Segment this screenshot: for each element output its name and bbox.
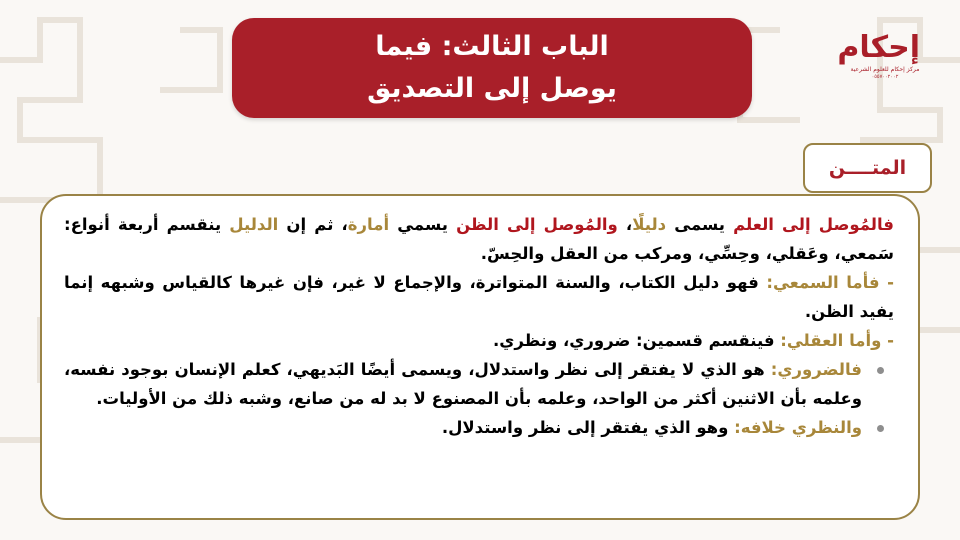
bullet-icon [877,367,884,374]
bullet-nazari [64,413,894,442]
term-samii: فأما السمعي: [766,273,880,292]
logo-number: ٠٥٥٧٠٠٢٠٠٢ [871,74,899,80]
term-dalil: دليلًا [632,215,667,234]
dash-marker: - [881,331,894,350]
logo-mark: إحكام [837,30,920,65]
bullet-daruri [64,355,894,413]
term-al-dalil: الدليل [229,215,279,234]
slide-title [232,18,752,118]
text-span: يسمى [666,215,734,234]
term-daruri: فالضروري: [770,360,862,379]
matn-content [40,194,920,520]
ihkam-logo [837,30,920,94]
text-span: فينقسم قسمين: ضروري، ونظري. [493,331,781,350]
term-mawsil-zann: والمُوصل إلى الظن [456,215,618,234]
paragraph-3 [64,326,894,355]
text-span: ، ثم إن [278,215,348,234]
title-line-2: يوصل إلى التصديق [367,73,617,104]
logo-subtitle: مركز إحكام للعلوم الشرعية [850,66,920,73]
text-span: وهو الذي يفتقر إلى نظر واستدلال. [441,418,735,437]
term-mawsil-ilm: فالمُوصل إلى العلم [733,215,894,234]
paragraph-2 [64,268,894,326]
term-aqli: وأما العقلي: [780,331,882,350]
title-line-1: الباب الثالث: فيما [375,31,609,62]
matn-label: المتــــن [803,143,932,193]
term-amara: أمارة [347,215,390,234]
text-span: ، [617,215,633,234]
bullet-icon [877,425,884,432]
paragraph-1 [64,210,894,268]
term-nazari: والنظري خلافه: [734,418,862,437]
text-span: هو الذي لا يفتقر إلى نظر واستدلال، ويسمى أيضًا البَديهي، كعلم الإنسان بوجود نفسه، وعلمه بأن الاثنين أكثر من الواحد، وعلمه بأن المصنوع لا بد له من صانع، وشبه ذلك من الأوليات. [64,360,862,408]
text-span: فهو دليل الكتاب، والسنة المتواترة، والإجماع لا غير، فإن غيرها كالقياس وشبهه إنما يفيد الظن. [64,273,894,321]
text-span: ينقسم أربعة أنواع: سَمعي، وعَقلي، وحِسِّي، ومركب من العقل والحِسّ. [64,215,894,263]
dash-marker: - [879,273,895,292]
text-span: يسمي [389,215,457,234]
